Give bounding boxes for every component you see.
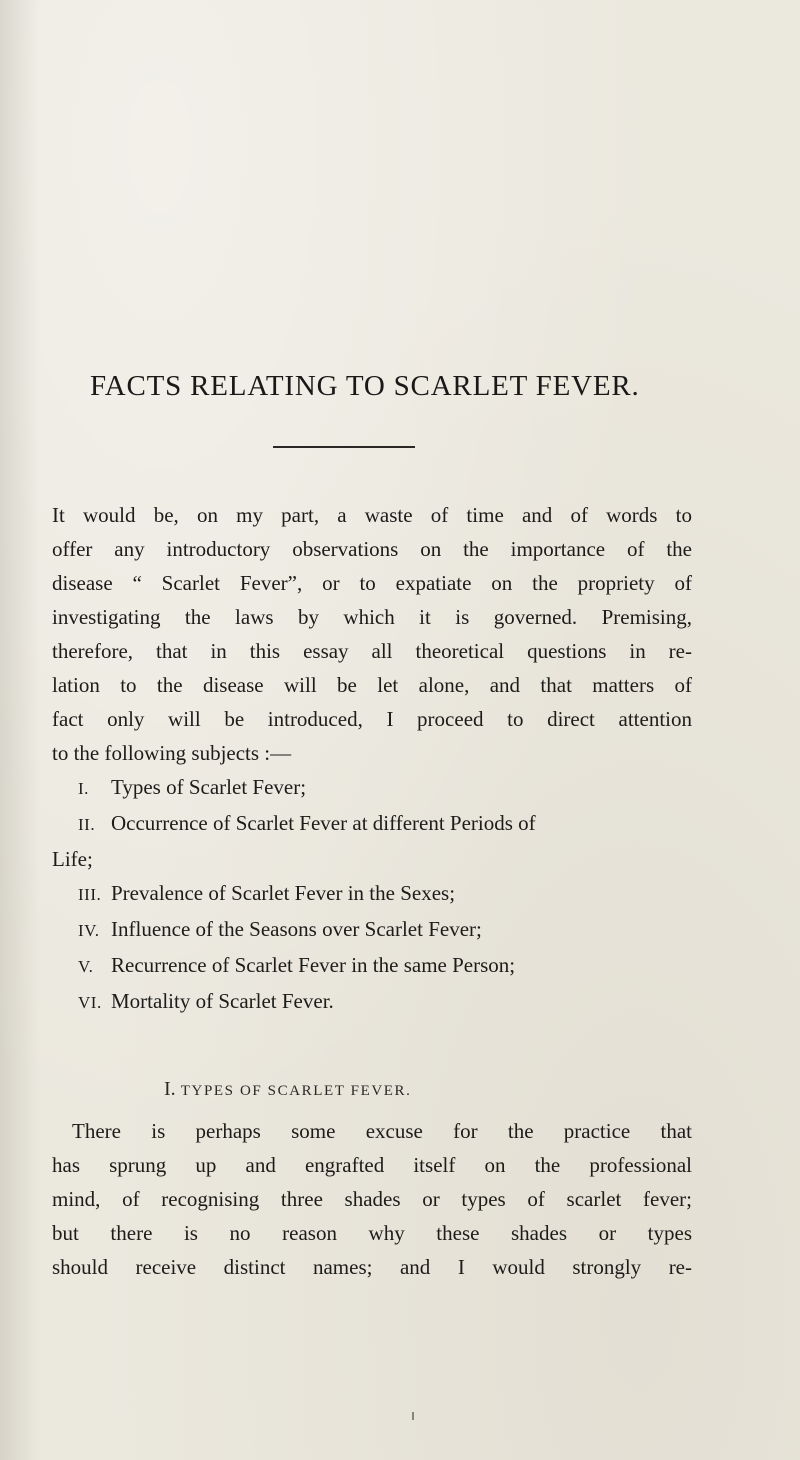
- section-heading-numeral: I.: [164, 1078, 176, 1100]
- intro-line: investigating the laws by which it is governed. Premising,: [52, 605, 692, 629]
- list-text: Mortality of Scarlet Fever.: [111, 989, 334, 1013]
- list-item: [52, 842, 692, 876]
- list-item: [52, 948, 692, 984]
- intro-paragraph: [52, 498, 692, 770]
- list-numeral: III.: [78, 885, 102, 904]
- section-heading: [164, 1078, 412, 1101]
- intro-line: It would be, on my part, a waste of time and of words to: [52, 503, 692, 527]
- intro-line: lation to the disease will be let alone, and that matters of: [52, 673, 692, 697]
- list-numeral: IV.: [78, 921, 100, 940]
- section-line: There is perhaps some excuse for the practice that: [72, 1119, 692, 1143]
- page-gutter-shadow: [0, 0, 40, 1460]
- list-item: [52, 806, 692, 842]
- intro-line: offer any introductory observations on the importance of the: [52, 537, 692, 561]
- section-line: has sprung up and engrafted itself on the professional: [52, 1153, 692, 1177]
- section-paragraph: [52, 1114, 692, 1284]
- list-item: [52, 770, 692, 806]
- page-title: FACTS RELATING TO SCARLET FEVER.: [90, 370, 640, 402]
- section-heading-text: TYPES OF SCARLET FEVER.: [180, 1083, 412, 1099]
- list-text: Types of Scarlet Fever;: [111, 775, 307, 799]
- list-text: Prevalence of Scarlet Fever in the Sexes;: [111, 881, 456, 905]
- list-text: Influence of the Seasons over Scarlet Fever;: [111, 917, 482, 941]
- print-speck: [412, 1412, 414, 1420]
- section-line: but there is no reason why these shades or types: [52, 1221, 692, 1245]
- list-text: Occurrence of Scarlet Fever at different Periods of: [111, 811, 536, 835]
- intro-line: therefore, that in this essay all theoretical questions in re-: [52, 639, 692, 663]
- list-numeral: V.: [78, 957, 94, 976]
- list-item: [52, 912, 692, 948]
- list-item: [52, 984, 692, 1020]
- list-text: Recurrence of Scarlet Fever in the same Person;: [111, 953, 516, 977]
- list-item: [52, 876, 692, 912]
- intro-line: to the following subjects :—: [52, 741, 292, 765]
- intro-line: fact only will be introduced, I proceed to direct attention: [52, 707, 692, 731]
- list-numeral: I.: [78, 779, 89, 798]
- section-line: should receive distinct names; and I would strongly re-: [52, 1255, 692, 1279]
- title-rule: [273, 446, 415, 448]
- list-text: Life;: [52, 847, 93, 871]
- section-line: mind, of recognising three shades or types of scarlet fever;: [52, 1187, 692, 1211]
- list-numeral: VI.: [78, 993, 102, 1012]
- subjects-list: [52, 770, 692, 1020]
- list-numeral: II.: [78, 815, 96, 834]
- intro-line: disease “ Scarlet Fever”, or to expatiate on the propriety of: [52, 571, 692, 595]
